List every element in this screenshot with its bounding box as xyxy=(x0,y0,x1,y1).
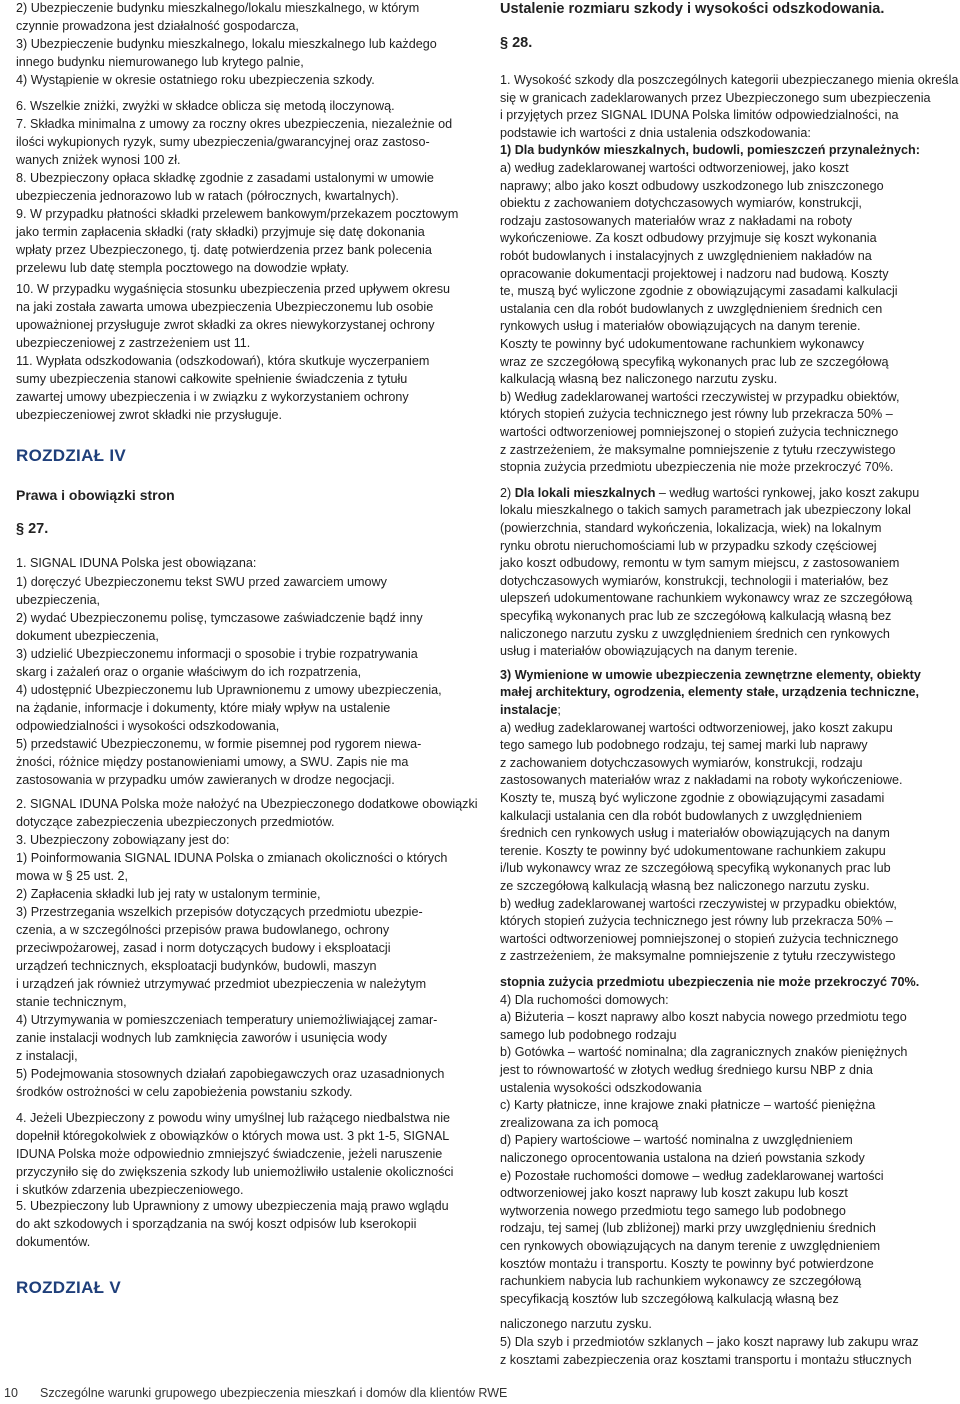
section-28-line: zrealizowana za ich pomocą xyxy=(500,1115,659,1130)
section-27-line: 5) przedstawić Ubezpieczonemu, w formie pisemnej pod rygorem niewa- xyxy=(16,737,422,751)
intro-line: ubezpieczeniowej z zastrzeżeniem ust 11. xyxy=(16,336,251,350)
section-28-line: z zachowaniem dotychczasowych wymiarów, konstrukcji, rodzaju xyxy=(500,755,863,770)
section-28-line: opracowanie dokumentacji projektowej i nadzoru nad budową. Koszty xyxy=(500,266,889,281)
section-28-line: 3) Wymienione w umowie ubezpieczenia zewnętrzne elementy, obiekty xyxy=(500,667,921,682)
section-27-line: dotyczące zabezpieczenia ubezpieczonych przedmiotów. xyxy=(16,815,335,829)
section-28-line: dotychczasowych wymiarów, konstrukcji, technologii i materiałów, bez xyxy=(500,573,889,588)
intro-line: 8. Ubezpieczony opłaca składkę zgodnie z zasadami ustalonymi w umowie xyxy=(16,171,434,185)
section-28-line: wytworzenia nowego przedmiotu tego samego lub podobnego xyxy=(500,1203,846,1218)
section-28-line: te, muszą być wyliczone zgodnie z obowiązującymi zasadami kalkulacji xyxy=(500,284,898,299)
section-28-line: b) według zadeklarowanej wartości rzeczywistej w przypadku obiektów, xyxy=(500,896,897,911)
section-28-line: Koszty te, muszą być wyliczone zgodnie z obowiązującymi zasadami xyxy=(500,791,885,805)
section-28-line: a) według zadeklarowanej wartości odtworzeniowej, jako koszt xyxy=(500,161,849,175)
intro-line: wanych zniżek wynosi 100 zł. xyxy=(16,153,181,167)
section-27-heading: § 27. xyxy=(16,521,49,537)
section-27-line: stanie technicznym, xyxy=(16,995,127,1009)
intro-line: 9. W przypadku płatności składki przelewem bankowym/przekazem pocztowym xyxy=(16,207,459,221)
section-27-line: 1) doręczyć Ubezpieczonemu tekst SWU przed zawarciem umowy xyxy=(16,575,387,589)
intro-line: na jaki została zawarta umowa ubezpieczenia Ubezpieczonemu lub osobie xyxy=(16,300,434,314)
footer-text: Szczególne warunki grupowego ubezpieczenia mieszkań i domów dla klientów RWE xyxy=(40,1386,508,1400)
intro-line: 2) Ubezpieczenie budynku mieszkalnego/lokalu mieszkalnego, w którym xyxy=(16,1,420,15)
intro-line: 6. Wszelkie zniżki, zwyżki w składce oblicza się metodą iloczynową. xyxy=(16,99,395,113)
section-28-line: jako koszt odbudowy, remontu w tym samym miejscu, z zastosowaniem xyxy=(500,556,900,571)
section-28-line: wraz ze szczegółową specyfiką wykonanych prac lub ze szczegółową xyxy=(500,354,889,369)
section-28-line: b) Gotówka – wartość nominalna; dla zagranicznych znaków pieniężnych xyxy=(500,1045,908,1060)
section-28-line: z kosztami zabezpieczenia oraz kosztami transportu i montażu stłucznych xyxy=(500,1352,912,1367)
section-28-line: kalkulacji ustalania cen dla robót budowlanych z uwzględnieniem xyxy=(500,808,862,823)
section-28-line: 4) Dla ruchomości domowych: xyxy=(500,992,669,1007)
section-28-line: 1) Dla budynków mieszkalnych, budowli, pomieszczeń przynależnych: xyxy=(500,143,920,158)
section-28-line: usług i materiałów obowiązujących na danym terenie. xyxy=(500,644,798,659)
section-27-line: 2) Zapłacenia składki lub jej raty w ustalonym terminie, xyxy=(16,887,321,901)
section-27-line: przeciwpożarowej, zasad i norm dotyczących budowy i eksploatacji xyxy=(16,941,391,955)
intro-line: ilości wykupionych ryzyk, sumy ubezpieczenia/gwarancyjnej oraz zastoso- xyxy=(16,135,430,149)
intro-line: jako termin zapłacenia składki (raty składki) przyjmuje się datę dokonania xyxy=(16,225,425,239)
section-27-line: środków ostrożności w celu zapobieżenia powstaniu szkody. xyxy=(16,1085,353,1099)
section-28-line: wartości odtworzeniowej pomniejszonej o stopień zużycia technicznego xyxy=(500,425,899,439)
section-28-line: a) Biżuteria – koszt naprawy albo koszt nabycia nowego przedmiotu tego xyxy=(500,1010,907,1025)
section-27-line: skarg i zażaleń oraz o organie właściwym do ich rozpatrzenia, xyxy=(16,665,362,679)
section-27-line: i urządzeń jak również utrzymywać przedmiot ubezpieczenia w należytym xyxy=(16,977,427,991)
section-27-line: 4. Jeżeli Ubezpieczony z powodu winy umyślnej lub rażącego niedbalstwa nie xyxy=(16,1111,451,1125)
section-28-line: b) Według zadeklarowanej wartości rzeczywistej w przypadku obiektów, xyxy=(500,389,900,404)
section-28-line: lokalu mieszkalnego o takich samych parametrach jak ubezpieczony lokal xyxy=(500,503,911,518)
section-28-line: samego lub podobnego rodzaju xyxy=(500,1027,677,1042)
section-27-line: ubezpieczenia, xyxy=(16,593,101,607)
section-28-line: zastosowanych materiałów wraz z nakładami na roboty wykończeniowe. xyxy=(500,773,903,788)
section-28-line: kalkulacją własną bez naliczonego narzutu zysku. xyxy=(500,372,778,387)
section-28-line: jest to równowartość w złotych według średniego kursu NBP z dnia xyxy=(500,1063,873,1077)
section-28-line: (powierzchnia, standard wykończenia, lokalizacja, wiek) na lokalnym xyxy=(500,521,882,535)
chapter-v-heading: ROZDZIAŁ V xyxy=(16,1278,121,1297)
section-28-line: rynkowych usług i materiałów obowiązujących na danym terenie. xyxy=(500,319,861,334)
section-27-line: 5) Podejmowania stosownych działań zapobiegawczych oraz uzasadnionych xyxy=(16,1067,445,1081)
section-28-line: instalacje; xyxy=(500,703,561,717)
section-27-line: 1. SIGNAL IDUNA Polska jest obowiązana: xyxy=(16,556,257,570)
chapter-iv-title: Prawa i obowiązki stron xyxy=(16,487,175,503)
section-28-line: i/lub wykonawcy wraz ze szczegółową specyfiką wykonanych prac lub xyxy=(500,861,891,876)
section-28-line: których stopień zużycia technicznego jest równy lub przekracza 50% – xyxy=(500,407,893,422)
section-27-line: z instalacji, xyxy=(16,1049,78,1063)
section-28-line: d) Papiery wartościowe – wartość nominalna z uwzględnieniem xyxy=(500,1133,853,1148)
section-28-line: terenie. Koszty te powinny być udokumentowane rachunkiem zakupu xyxy=(500,843,886,858)
intro-line: ubezpieczenia jednorazowo lub w ratach (półrocznych, kwartalnych). xyxy=(16,189,399,203)
section-28-bold-term: Dla lokali mieszkalnych xyxy=(514,485,656,500)
section-28-line: 1. Wysokość szkody dla poszczególnych kategorii ubezpieczanego mienia określa xyxy=(500,73,959,87)
intro-line: przelewu lub datę stempla pocztowego na dowodzie wpłaty. xyxy=(16,261,349,275)
section-27-line: 3) Przestrzegania wszelkich przepisów dotyczących przedmiotu ubezpie- xyxy=(16,905,423,919)
intro-line: zawartej umowy ubezpieczenia i w związku z wykorzystaniem ochrony xyxy=(16,390,409,404)
section-28-line: rachunkiem nabycia lub rachunkiem wykonawcy ze szczegółową xyxy=(500,1274,862,1289)
intro-line: 11. Wypłata odszkodowania (odszkodowań), która skutkuje wyczerpaniem xyxy=(16,354,430,368)
section-27-line: żności, różnice między postanowieniami umowy, a SWU. Zapis nie ma xyxy=(16,755,409,769)
section-27-line: dokument ubezpieczenia, xyxy=(16,629,159,643)
section-28-line: obiektu z zachowaniem dotychczasowych wymiarów, konstrukcji, xyxy=(500,196,862,211)
section-28-line: się w granicach zadeklarowanych przez Ubezpieczonego sum ubezpieczenia xyxy=(500,90,931,105)
section-28-line: stopnia zużycia przedmiotu ubezpieczenia nie może przekroczyć 70%. xyxy=(500,460,894,475)
section-28-line: średnich cen rynkowych usług i materiałów obowiązujących na danym xyxy=(500,826,890,841)
section-28-line: e) Pozostałe ruchomości domowe – według zadeklarowanej wartości xyxy=(500,1168,884,1183)
intro-line: 7. Składka minimalna z umowy za roczny okres ubezpieczenia, niezależnie od xyxy=(16,117,453,131)
section-27-line: 2. SIGNAL IDUNA Polska może nałożyć na Ubezpieczonego dodatkowe obowiązki xyxy=(16,797,478,811)
intro-line: upoważnionej przysługuje zwrot składki za okres niewykorzystanej ochrony xyxy=(16,318,435,332)
section-28-line: i przyjętych przez SIGNAL IDUNA Polska limitów odpowiedzialności, na xyxy=(500,108,899,123)
intro-line: innego budynku niemurowanego lub krytego palnie, xyxy=(16,55,304,69)
section-28-line: wartości odtworzeniowej pomniejszonej o stopień zużycia technicznego xyxy=(500,931,899,946)
section-28-line: naliczonego narzutu zysku. xyxy=(500,1317,652,1332)
chapter-iv-heading: ROZDZIAŁ IV xyxy=(16,446,127,465)
section-27-line: dokumentów. xyxy=(16,1235,91,1249)
section-28-line: specyfikacją kosztów lub szczegółową kalkulacją własną bez xyxy=(500,1291,839,1306)
section-28-line: naprawy; albo jako koszt odbudowy uszkodzonego lub zniszczonego xyxy=(500,178,884,193)
section-28-line: ze szczegółową kalkulacją własną bez naliczonego narzutu zysku. xyxy=(500,879,870,893)
section-28-line: Koszty te powinny być udokumentowane rachunkiem wykonawcy xyxy=(500,337,865,351)
section-27-line: 1) Poinformowania SIGNAL IDUNA Polska o zmianach okoliczności o których xyxy=(16,851,448,865)
section-27-line: 3) udzielić Ubezpieczonemu informacji o sposobie i trybie rozpatrywania xyxy=(16,647,418,661)
section-28-line: których stopień zużycia technicznego jest równy lub przekracza 50% – xyxy=(500,914,893,929)
section-27-line: 4) udostępnić Ubezpieczonemu lub Uprawnionemu z umowy ubezpieczenia, xyxy=(16,683,442,697)
section-27-line: zanie instalacji wodnych lub zamknięcia zaworów i usunięcia wody xyxy=(16,1031,387,1045)
section-28-line: 5) Dla szyb i przedmiotów szklanych – jako koszt naprawy lub zakupu wraz xyxy=(500,1335,919,1349)
section-28-line: naliczonego narzutu zysku z uwzględnieniem średnich cen rynkowych xyxy=(500,626,890,641)
section-27-line: 4) Utrzymywania w pomieszczeniach temperatury uniemożliwiającej zamar- xyxy=(16,1013,438,1027)
section-28-line: z zastrzeżeniem, że maksymalne pomniejszenie z tytułu rzeczywistego xyxy=(500,949,896,964)
section-27-line: do akt szkodowych i sporządzania na swój koszt odpisów lub kserokopii xyxy=(16,1217,417,1231)
section-27-line: odpowiedzialności i wysokości odszkodowania, xyxy=(16,719,280,733)
section-27-line: mowa w § 25 ust. 2, xyxy=(16,869,128,883)
section-27-line: urządzeń technicznych, eksploatacji budynków, budowli, maszyn xyxy=(16,959,377,973)
section-27-line: dopełnił któregokolwiek z obowiązków o których mowa ust. 3 pkt 1-5, SIGNAL xyxy=(16,1129,450,1143)
section-28-line: wykończeniowe. Za koszt odbudowy przyjmuje się koszt wykonania xyxy=(500,231,877,246)
page-number: 10 xyxy=(4,1386,18,1400)
section-28-line: c) Karty płatnicze, inne krajowe znaki płatnicze – wartość pieniężna xyxy=(500,1098,876,1113)
section-28-line: robót budowlanych i instalacyjnych z uwzględnieniem nakładów na xyxy=(500,249,872,263)
section-28-heading: § 28. xyxy=(500,35,533,51)
section-27-line: zastosowania w przypadku umów zawieranych w drodze negocjacji. xyxy=(16,773,395,787)
section-27-line: na żądanie, informacje i dokumenty, które miały wpływ na ustalenie xyxy=(16,701,391,715)
intro-line: 10. W przypadku wygaśnięcia stosunku ubezpieczenia przed upływem okresu xyxy=(16,282,451,296)
section-27-line: 2) wydać Ubezpieczonemu polisę, tymczasowe zaświadczenie bądź inny xyxy=(16,611,423,625)
section-28-line: cen rynkowych obowiązujących na danym terenie z uwzględnieniem xyxy=(500,1239,881,1253)
intro-line: sumy ubezpieczenia stanowi całkowite spełnienie świadczenia z tytułu xyxy=(16,372,408,386)
section-28-line: małej architektury, ogrodzenia, elementy stałe, urządzenia techniczne, xyxy=(500,685,919,700)
section-28-line: kosztów montażu i transportu. Koszty te powinny być potwierdzone xyxy=(500,1256,874,1271)
section-27-line: 3. Ubezpieczony zobowiązany jest do: xyxy=(16,833,230,847)
intro-line: 4) Wystąpienie w okresie ostatniego roku ubezpieczenia szkody. xyxy=(16,73,375,87)
section-28-line: stopnia zużycia przedmiotu ubezpieczenia nie może przekroczyć 70%. xyxy=(500,975,920,989)
section-28-bold-term: instalacje xyxy=(500,703,558,717)
section-28-line: 2) Dla lokali mieszkalnych – według wartości rynkowej, jako koszt zakupu xyxy=(500,485,920,500)
section-28-line: rodzaju, tej samej (lub zbliżonej) marki przy uwzględnieniu średnich xyxy=(500,1221,876,1236)
section-28-line: odtworzeniowej jako koszt naprawy lub koszt zakupu lub koszt xyxy=(500,1186,848,1201)
section-28-line: podstawie ich wartości z dnia ustalenia odszkodowania: xyxy=(500,125,811,140)
section-27-line: IDUNA Polska może odpowiednio zmniejszyć świadczenie, jeżeli naruszenie xyxy=(16,1147,443,1161)
intro-line: 3) Ubezpieczenie budynku mieszkalnego, lokalu mieszkalnego lub każdego xyxy=(16,37,437,51)
section-27-line: czenia, a w szczególności przepisów prawa budowlanego, ochrony xyxy=(16,923,390,937)
section-28-line: ustalenia wysokości odszkodowania xyxy=(500,1080,702,1095)
section-28-line: z zastrzeżeniem, że maksymalne pomniejszenie z tytułu rzeczywistego xyxy=(500,442,896,457)
section-27-line: i skutków zdarzenia ubezpieczeniowego. xyxy=(16,1183,244,1197)
section-28-line: a) według zadeklarowanej wartości odtworzeniowej, jako koszt zakupu xyxy=(500,720,893,735)
section-28-line: naliczonego oprocentowania ustalona na dzień powstania szkody xyxy=(500,1151,865,1165)
section-27-line: przyczyniło się do zwiększenia szkody lub uniemożliwiło ustalenie okoliczności xyxy=(16,1165,454,1179)
intro-line: wpłaty przez Ubezpieczonego, tj. datę potwierdzenia przez bank polecenia xyxy=(16,243,432,257)
intro-line: czynnie prowadzona jest działalność gospodarcza, xyxy=(16,19,299,33)
section-28-line: tego samego lub podobnego rodzaju, tej samej marki lub naprawy xyxy=(500,738,868,753)
intro-line: ubezpieczeniowej zwrot składki nie przysługuje. xyxy=(16,408,282,422)
section-28-line: rodzaju zastosowanych materiałów wraz z nakładami na roboty xyxy=(500,213,853,228)
section-28-line: rynku obrotu nieruchomościami lub w przypadku szkody częściowej xyxy=(500,538,877,553)
section-28-line: specyfiką wykonanych prac lub ze szczegółową kalkulacją własną bez xyxy=(500,609,892,623)
section-27-line: 5. Ubezpieczony lub Uprawniony z umowy ubezpieczenia mają prawo wglądu xyxy=(16,1199,449,1213)
section-28-line: ulepszeń udokumentowane rachunkiem wykonawcy wraz ze szczegółową xyxy=(500,591,913,606)
right-heading: Ustalenie rozmiaru szkody i wysokości odszkodowania. xyxy=(500,1,885,17)
section-28-line: ustalania cen dla robót budowlanych z uwzględnieniem średnich cen xyxy=(500,301,883,316)
